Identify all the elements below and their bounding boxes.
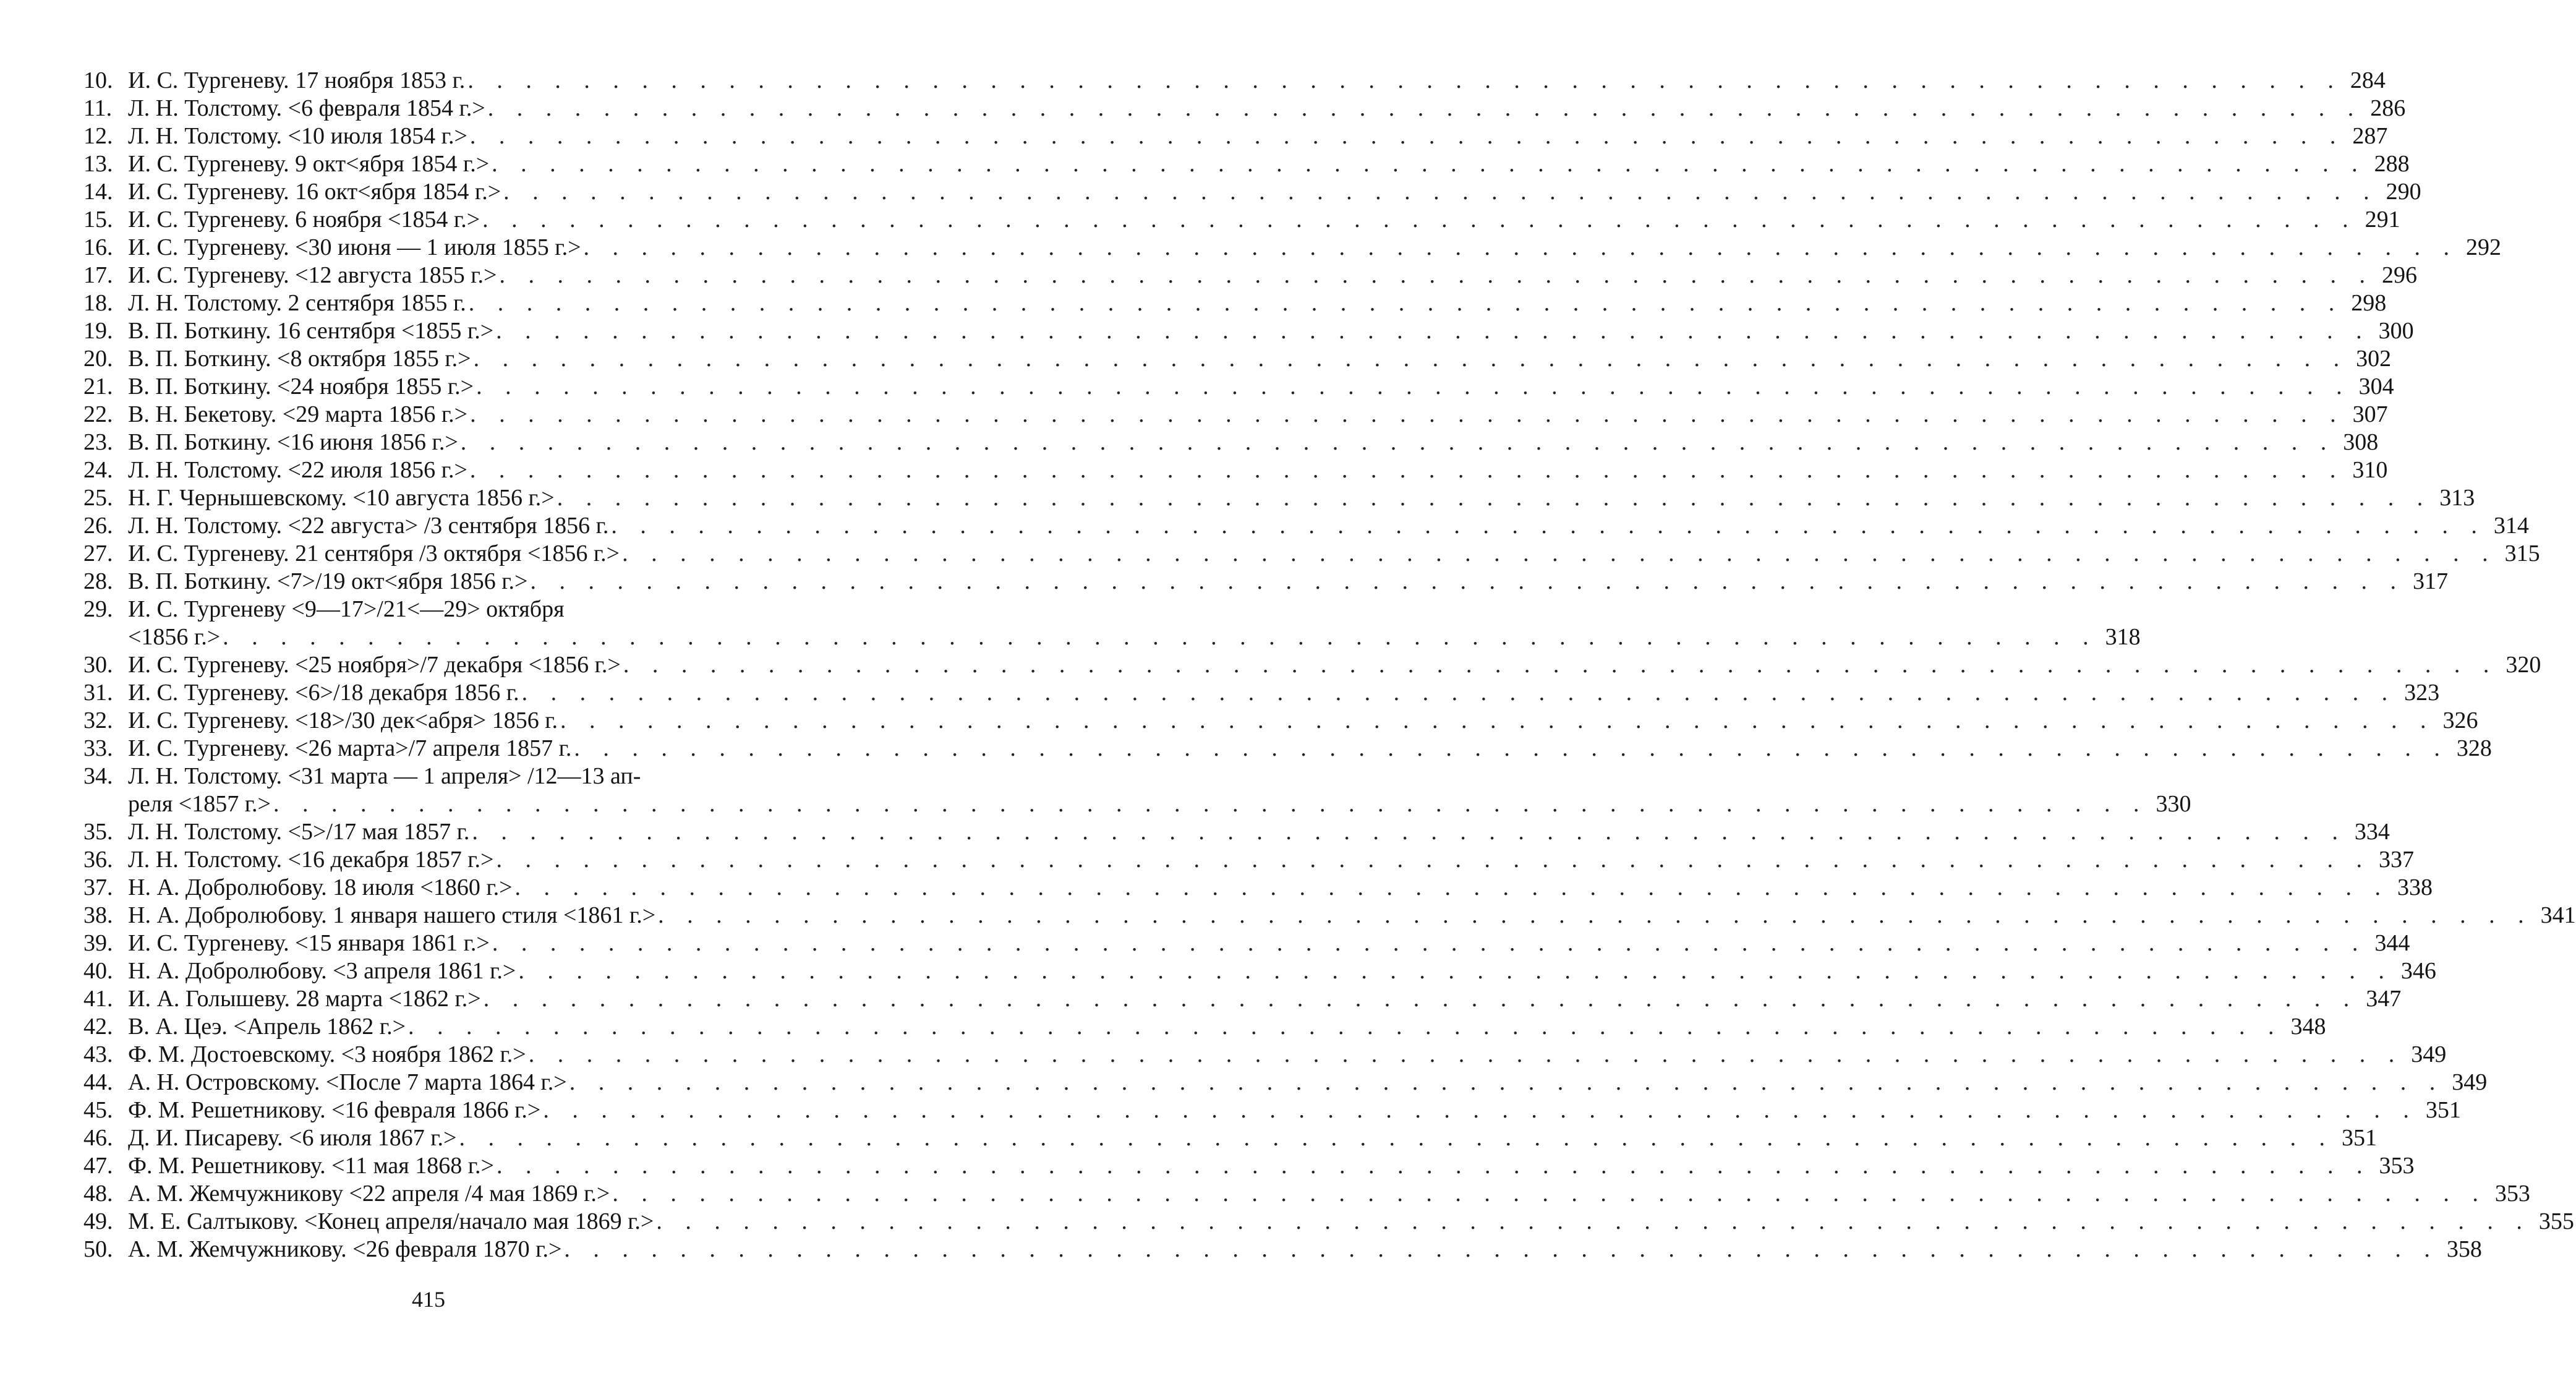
entry-title-continuation: реля <1857 г.> <box>128 791 271 817</box>
dot-leader <box>555 484 2434 512</box>
entry-number: 40. <box>83 958 113 984</box>
entry-title: Н. А. Добролюбову. <3 апреля 1861 г.> <box>128 958 516 984</box>
toc-entry <box>83 1069 2488 1096</box>
toc-entry <box>83 345 2392 373</box>
entry-number: 38. <box>83 902 113 928</box>
entry-title: Л. Н. Толстому. <31 марта — 1 апреля> /12—13 ап- <box>128 763 641 789</box>
entry-page: 348 <box>2290 1014 2326 1040</box>
toc-entry <box>83 679 2440 707</box>
dot-leader <box>497 262 2376 289</box>
entry-page: 287 <box>2352 123 2388 149</box>
entry-title: И. С. Тургеневу. 16 окт<ября 1854 г.> <box>128 179 501 205</box>
toc-entry <box>83 401 2388 429</box>
entry-number: 28. <box>83 568 113 594</box>
entry-title: Л. Н. Толстому. <5>/17 мая 1857 г. <box>128 819 470 845</box>
toc-entry <box>83 1208 2574 1236</box>
dot-leader <box>490 929 2369 957</box>
entry-page: 284 <box>2350 67 2386 93</box>
toc-entry <box>83 429 2379 456</box>
entry-title: А. Н. Островскому. <После 7 марта 1864 г.> <box>128 1069 567 1095</box>
dot-leader <box>467 456 2347 484</box>
entry-title: Ф. М. Решетникову. <16 февраля 1866 г.> <box>128 1097 541 1123</box>
toc-entry <box>83 1236 2482 1263</box>
entry-page: 292 <box>2466 234 2502 260</box>
entry-number: 44. <box>83 1069 113 1095</box>
entry-page: 347 <box>2366 986 2402 1012</box>
entry-title: И. С. Тургеневу. 21 сентября /3 октября <1856 г.> <box>128 541 620 566</box>
entry-number: 29. <box>83 596 113 622</box>
entry-title: И. С. Тургеневу. 9 окт<ября 1854 г.> <box>128 151 490 177</box>
toc-entry <box>83 540 2540 568</box>
dot-leader <box>493 846 2373 874</box>
entry-title: И. С. Тургеневу. 17 ноября 1853 г. <box>128 67 466 93</box>
dot-leader <box>481 985 2361 1013</box>
entry-title: Л. Н. Толстому. <16 декабря 1857 г.> <box>128 847 494 873</box>
entry-title: Л. Н. Толстому. 2 сентября 1855 г. <box>128 290 466 316</box>
toc-entry <box>83 484 2475 512</box>
dot-leader <box>513 874 2392 902</box>
entry-title: И. С. Тургеневу <9—17>/21<—29> октября <box>128 596 565 622</box>
toc-entry <box>83 289 2387 317</box>
entry-number: 42. <box>83 1014 113 1040</box>
entry-title: В. П. Боткину. <24 ноября 1855 г.> <box>128 374 474 400</box>
entry-page: 358 <box>2446 1236 2482 1262</box>
entry-page: 317 <box>2412 568 2448 594</box>
entry-number: 16. <box>83 234 113 260</box>
entry-title: И. С. Тургеневу. 6 ноября <1854 г.> <box>128 207 480 233</box>
entry-page: 334 <box>2354 819 2390 845</box>
entry-title: И. С. Тургеневу. <15 января 1861 г.> <box>128 930 490 956</box>
toc-entry <box>83 902 2576 929</box>
entry-title: И. А. Голышеву. 28 марта <1862 г.> <box>128 986 481 1012</box>
entry-page: 304 <box>2358 374 2394 400</box>
entry-number: 22. <box>83 401 113 427</box>
entry-title: Ф. М. Решетникову. <11 мая 1868 г.> <box>128 1153 494 1179</box>
entry-title: А. М. Жемчужникову. <26 февраля 1870 г.> <box>128 1236 562 1262</box>
entry-page: 351 <box>2341 1125 2377 1151</box>
entry-page: 351 <box>2425 1097 2461 1123</box>
toc-entry <box>83 178 2421 206</box>
entry-title: Д. И. Писареву. <6 июля 1867 г.> <box>128 1125 457 1151</box>
entry-page: 353 <box>2494 1181 2530 1207</box>
entry-page: 320 <box>2506 652 2541 678</box>
toc-entry <box>83 929 2410 957</box>
table-of-contents <box>83 67 2576 1263</box>
entry-page: 349 <box>2411 1041 2447 1067</box>
entry-title: В. П. Боткину. <16 июня 1856 г.> <box>128 429 458 455</box>
dot-leader <box>458 429 2338 456</box>
entry-page: 323 <box>2404 680 2440 706</box>
entry-page: 291 <box>2365 207 2400 233</box>
dot-leader <box>561 1236 2441 1263</box>
entry-title: Л. Н. Толстому. <6 февраля 1854 г.> <box>128 95 485 121</box>
entry-page: 313 <box>2439 485 2475 511</box>
entry-page: 308 <box>2343 429 2379 455</box>
entry-page: 326 <box>2442 707 2478 733</box>
entry-title: Л. Н. Толстому. <22 августа> /3 сентября 1856 г. <box>128 513 609 539</box>
dot-leader <box>527 568 2407 596</box>
toc-entry <box>83 818 2390 846</box>
dot-leader <box>620 540 2499 568</box>
entry-number: 10. <box>83 67 113 93</box>
toc-entry <box>83 957 2436 985</box>
entry-number: 33. <box>83 735 113 761</box>
entry-number: 27. <box>83 541 113 566</box>
entry-number: 34. <box>83 763 113 789</box>
dot-leader <box>567 1069 2447 1096</box>
dot-leader <box>471 345 2351 373</box>
entry-title: Ф. М. Достоевскому. <3 ноября 1862 г.> <box>128 1041 526 1067</box>
entry-number: 13. <box>83 151 113 177</box>
toc-entry <box>83 707 2478 735</box>
entry-number: 41. <box>83 986 113 1012</box>
dot-leader <box>516 957 2395 985</box>
entry-page: 349 <box>2452 1069 2488 1095</box>
dot-leader <box>610 1180 2489 1208</box>
dot-leader <box>485 95 2365 122</box>
dot-leader <box>519 679 2399 707</box>
entry-page: 328 <box>2456 735 2492 761</box>
entry-number: 37. <box>83 874 113 900</box>
toc-entry <box>83 1124 2377 1152</box>
entry-page: 318 <box>2105 624 2141 650</box>
entry-title: И. С. Тургеневу. <25 ноября>/7 декабря <1856 г.> <box>128 652 621 678</box>
dot-leader <box>480 206 2360 234</box>
dot-leader <box>474 373 2353 401</box>
toc-entry <box>83 1013 2326 1041</box>
dot-leader <box>467 122 2347 150</box>
entry-number: 14. <box>83 179 113 205</box>
toc-entry <box>83 1152 2415 1180</box>
entry-title: Л. Н. Толстому. <22 июля 1856 г.> <box>128 457 467 483</box>
entry-page: 302 <box>2356 346 2392 372</box>
page-number: 415 <box>412 1287 445 1312</box>
entry-title: В. П. Боткину. 16 сентября <1855 г.> <box>128 318 494 344</box>
entry-page: 315 <box>2504 541 2540 566</box>
entry-number: 36. <box>83 847 113 873</box>
entry-title: И. С. Тургеневу. <26 марта>/7 апреля 1857 г. <box>128 735 572 761</box>
entry-page: 353 <box>2379 1153 2415 1179</box>
entry-number: 26. <box>83 513 113 539</box>
entry-number: 23. <box>83 429 113 455</box>
toc-entry <box>83 122 2388 150</box>
entry-title: В. А. Цеэ. <Апрель 1862 г.> <box>128 1014 406 1040</box>
dot-leader <box>540 1096 2420 1124</box>
entry-title: В. П. Боткину. <7>/19 окт<ября 1856 г.> <box>128 568 528 594</box>
entry-number: 48. <box>83 1181 113 1207</box>
entry-number: 12. <box>83 123 113 149</box>
dot-leader <box>465 67 2345 95</box>
toc-entry <box>83 985 2402 1013</box>
entry-page: 344 <box>2374 930 2410 956</box>
entry-page: 307 <box>2352 401 2388 427</box>
toc-entry <box>83 373 2394 401</box>
entry-page: 310 <box>2352 457 2388 483</box>
entry-page: 346 <box>2400 958 2436 984</box>
dot-leader <box>571 735 2451 763</box>
dot-leader <box>494 1152 2374 1180</box>
dot-leader <box>489 150 2369 178</box>
entry-number: 49. <box>83 1208 113 1234</box>
entry-page: 330 <box>2156 791 2191 817</box>
entry-number: 30. <box>83 652 113 678</box>
toc-entry <box>83 234 2502 262</box>
entry-page: 355 <box>2538 1208 2574 1234</box>
entry-title: М. Е. Салтыкову. <Конец апреля/начало мая 1869 г.> <box>128 1208 654 1234</box>
toc-entry <box>83 206 2400 234</box>
toc-entry <box>83 568 2448 596</box>
dot-leader <box>220 623 2100 651</box>
dot-leader <box>466 289 2346 317</box>
entry-number: 35. <box>83 819 113 845</box>
dot-leader <box>467 401 2347 429</box>
dot-leader <box>655 902 2535 929</box>
entry-title-continuation: <1856 г.> <box>128 624 221 650</box>
dot-leader <box>271 790 2151 818</box>
entry-page: 338 <box>2397 874 2433 900</box>
toc-entry <box>83 763 2191 818</box>
entry-number: 15. <box>83 207 113 233</box>
toc-entry <box>83 262 2417 289</box>
entry-number: 45. <box>83 1097 113 1123</box>
entry-title: В. П. Боткину. <8 октября 1855 г.> <box>128 346 471 372</box>
dot-leader <box>406 1013 2285 1041</box>
toc-entry <box>83 1180 2530 1208</box>
entry-number: 19. <box>83 318 113 344</box>
dot-leader <box>621 651 2501 679</box>
entry-page: 290 <box>2386 179 2421 205</box>
toc-entry <box>83 317 2414 345</box>
entry-title: Н. А. Добролюбову. 1 января нашего стиля <1861 г.> <box>128 902 656 928</box>
toc-entry <box>83 512 2529 540</box>
entry-number: 43. <box>83 1041 113 1067</box>
entry-page: 300 <box>2378 318 2414 344</box>
toc-entry <box>83 67 2386 95</box>
dot-leader <box>501 178 2381 206</box>
entry-number: 11. <box>83 95 113 121</box>
entry-title: Л. Н. Толстому. <10 июля 1854 г.> <box>128 123 467 149</box>
entry-page: 288 <box>2374 151 2410 177</box>
entry-number: 47. <box>83 1153 113 1179</box>
entry-title: В. Н. Бекетову. <29 марта 1856 г.> <box>128 401 468 427</box>
entry-page: 298 <box>2351 290 2387 316</box>
toc-entry <box>83 596 2141 651</box>
entry-number: 24. <box>83 457 113 483</box>
entry-number: 18. <box>83 290 113 316</box>
dot-leader <box>469 818 2349 846</box>
dot-leader <box>526 1041 2406 1069</box>
entry-number: 21. <box>83 374 113 400</box>
toc-entry <box>83 735 2492 763</box>
toc-entry <box>83 95 2406 122</box>
toc-entry <box>83 150 2410 178</box>
entry-title: И. С. Тургеневу. <18>/30 дек<абря> 1856 г. <box>128 707 558 733</box>
entry-page: 314 <box>2493 513 2529 539</box>
entry-number: 32. <box>83 707 113 733</box>
entry-page: 337 <box>2378 847 2414 873</box>
entry-number: 20. <box>83 346 113 372</box>
entry-page: 341 <box>2540 902 2576 928</box>
entry-page: 296 <box>2381 262 2417 288</box>
entry-title: И. С. Тургеневу. <6>/18 декабря 1856 г. <box>128 680 519 706</box>
toc-entry <box>83 456 2388 484</box>
entry-title: И. С. Тургеневу. <30 июня — 1 июля 1855 г.> <box>128 234 581 260</box>
entry-title: А. М. Жемчужникову <22 апреля /4 мая 1869 г.> <box>128 1181 610 1207</box>
entry-title: Н. Г. Чернышевскому. <10 августа 1856 г.> <box>128 485 555 511</box>
entry-title: И. С. Тургеневу. <12 августа 1855 г.> <box>128 262 497 288</box>
entry-number: 39. <box>83 930 113 956</box>
toc-entry <box>83 1096 2461 1124</box>
dot-leader <box>456 1124 2336 1152</box>
entry-number: 50. <box>83 1236 113 1262</box>
dot-leader <box>608 512 2488 540</box>
toc-entry <box>83 846 2414 874</box>
dot-leader <box>581 234 2461 262</box>
entry-number: 46. <box>83 1125 113 1151</box>
toc-entry <box>83 651 2541 679</box>
toc-entry <box>83 874 2433 902</box>
dot-leader <box>654 1208 2533 1236</box>
entry-title: Н. А. Добролюбову. 18 июля <1860 г.> <box>128 874 513 900</box>
entry-number: 17. <box>83 262 113 288</box>
entry-page: 286 <box>2370 95 2406 121</box>
dot-leader <box>558 707 2437 735</box>
entry-number: 31. <box>83 680 113 706</box>
toc-entry <box>83 1041 2447 1069</box>
entry-number: 25. <box>83 485 113 511</box>
dot-leader <box>493 317 2373 345</box>
